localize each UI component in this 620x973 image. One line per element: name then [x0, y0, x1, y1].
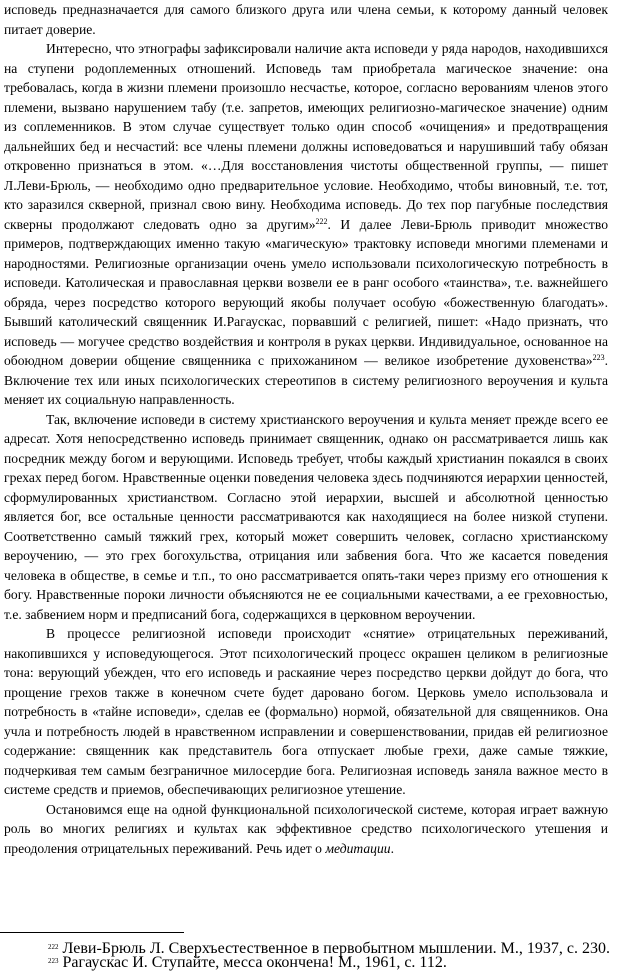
- footnote-number: 223: [48, 957, 59, 965]
- footnote-text: Леви-Брюль Л. Сверхъестественное в первобытном мышлении. М., 1937, с. 230.: [62, 940, 610, 957]
- paragraph: [4, 624, 608, 800]
- footnote-223: [48, 954, 447, 972]
- body-text: [4, 0, 608, 858]
- text-run: исповедь предназначается для самого близкого друга или члена семьи, к которому данный человек питает доверие.: [4, 2, 608, 37]
- text-run: Интересно, что этнографы зафиксировали наличие акта исповеди у ряда народов, находившихся на ступени родоплеменных отношений. Исповедь там приобретала магическое значение: она требовалась, когда в жизни племени произошло несчастье, которое, согласно верованиям членов этого племени, вызвано нарушением табу (т.е. запретов, имеющих религиозно-магическое значение) одним из соплеменников. В этом случае существует только один способ «очищения» и предотвращения дальнейших бед и несчастий: все члены племени должны исповедоваться и нарушивший табу обязан откровенно признаться в этом. «…Для восстановления чистоты общественной группы, — пишет Л.Леви-Брюль, — необходимо одно предварительное условие. Необходимо, чтобы виновный, т.е. тот, кто заразился скверной, признал свою вину. Необходима исповедь. До тех пор пагубные последствия скверны продолжают следовать одно за другим»: [4, 41, 608, 232]
- footnote-ref: 223: [592, 353, 605, 362]
- emphasis-text: медитации: [325, 840, 391, 856]
- text-run: В процессе религиозной исповеди происходит «снятие» отрицательных переживаний, накопившихся у исповедующегося. Этот психологический процесс окрашен целиком в религиозные тона: верующий убежден, что его исповедь и раскаяние через посредство церкви дойдут до бога, что прощение грехов также в конечном счете будет даровано богом. Церковь умело использовала и потребность в «тайне исповеди», сделав ее (формально) нормой, обязательной для священников. Она учла и потребность людей в нравственном исправлении и совершенствовании, придав ей религиозное содержание: священник как представитель бога отпускает любые грехи, даже самые тяжкие, подчеркивая тем самым безграничное милосердие бога. Религиозная исповедь заняла важное место в системе средств и приемов, обеспечивающих религиозное утешение.: [4, 626, 608, 797]
- text-run: . Включение тех или иных психологических стереотипов в систему религиозного вероучения и культа меняет их социальную направленность.: [4, 353, 608, 407]
- text-run: Так, включение исповеди в систему христианского вероучения и культа меняет прежде всего ее адресат. Хотя непосредственно исповедь принимает священник, однако он рассматривается лишь как посредник между богом и верующими. Исповедь требует, чтобы каждый христианин покаялся в своих грехах перед богом. Нравственные оценки поведения человека здесь подчиняются иерархии ценностей, сформулированных христианством. Согласно этой иерархии, высшей и абсолютной ценностью является бог, все остальные ценности рассматриваются как находящиеся на более низкой ступени. Соответственно самый тяжкий грех, который может совершить человек, согласно христианскому вероучению, — это грех богохульства, отрицания или забвения бога. Что же касается поведения человека в обществе, в семье и т.п., то оно рассматривается опять-таки через призму его отношения к богу. Нравственные пороки личности объясняются не ее социальными качествами, а ее греховностью, т.е. забвением норм и предписаний бога, содержащихся в церковном вероучении.: [4, 411, 608, 622]
- footnote-number: 222: [48, 943, 59, 951]
- footnote-ref: 222: [315, 216, 328, 226]
- text-run: .: [390, 840, 394, 856]
- paragraph: [4, 410, 608, 625]
- paragraph: [4, 0, 608, 39]
- footnote-separator: [0, 932, 184, 933]
- paragraph: [4, 39, 608, 410]
- paragraph: [4, 800, 608, 859]
- footnote-text: Рагаускас И. Ступайте, месса окончена! М., 1961, с. 112.: [62, 954, 447, 971]
- text-run: . И далее Леви-Брюль приводит множество примеров, подтверждающих именно такую «магическую» трактовку исповеди многими племенами и народностями. Религиозные организации очень умело использовали психологическую потребность в исповеди. Католическая и православная церкви возвели ее в ранг особого «таинства», т.е. важнейшего обряда, через посредство которого верующий якобы получает особую «божественную благодать». Бывший католический священник И.Рагаускас, порвавший с религией, пишет: «Надо признать, что исповедь — могучее средство воздействия и контроля в руках церкви. Индивидуальное, основанное на обоюдном доверии общение священника с прихожанином — великое изобретение духовенства»: [4, 216, 608, 368]
- text-run: Остановимся еще на одной функциональной психологической системе, которая играет важную роль во многих религиях и культах как эффективное средство психологического утешения и преодоления отрицательных переживаний. Речь идет о: [4, 801, 608, 856]
